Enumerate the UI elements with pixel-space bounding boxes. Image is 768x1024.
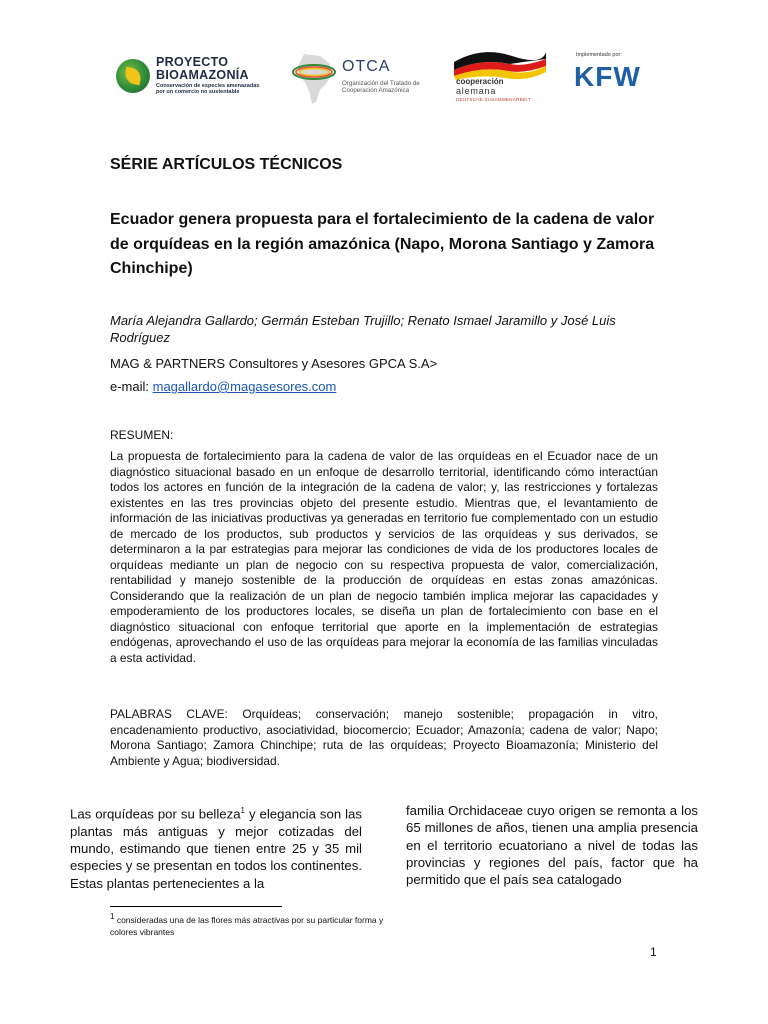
header-logos — [112, 46, 657, 108]
footnote-divider — [110, 906, 282, 907]
otca-logo — [290, 50, 430, 106]
german-flag-swoosh-icon — [452, 48, 548, 80]
body-column-right: familia Orchidaceae cuyo origen se remonta a los 65 millones de años, tienen una amplia presencia en el territorio ecuatoriano a nivel de todas las provincias y regiones del país, factor que ha permitido que el país sea catalogado — [406, 803, 698, 888]
footnote-mark: 1 — [110, 912, 115, 921]
deutsche-zusammenarbeit-label: DEUTSCHE ZUSAMMENARBEIT — [456, 97, 531, 102]
bioamazonia-line2: BIOAMAZONÍA — [156, 68, 249, 82]
body-left-part1: Las orquídeas por su belleza — [70, 806, 241, 822]
bioamazonia-line1: PROYECTO — [156, 55, 229, 69]
email-link[interactable]: magallardo@magasesores.com — [152, 379, 337, 394]
cooperacion-label: cooperación — [456, 77, 504, 86]
bioamazonia-tagline: Conservación de especies amenazadas por un comercio no sustentable — [156, 83, 260, 95]
affiliation: MAG & PARTNERS Consultores y Asesores GPCA S.A> — [110, 356, 438, 371]
kfw-wordmark: KFW — [574, 61, 641, 92]
footnote-text: consideradas una de las flores más atractivas por su particular forma y colores vibrantes — [110, 914, 384, 937]
footnote — [110, 911, 400, 938]
otca-subtitle: Organización del Tratado de Cooperación Amazónica — [342, 80, 420, 94]
kfw-logo — [574, 52, 654, 102]
series-title: SÉRIE ARTÍCULOS TÉCNICOS — [110, 156, 343, 173]
alemana-label: alemana — [456, 86, 497, 96]
body-left-part2: y elegancia son las plantas más antiguas y mejor cotizadas del mundo, estimando que tienen entre 25 y 35 mil especies y se presentan en todos los continentes. Estas plantas pertenecientes a la — [70, 806, 362, 891]
footnote-reference: 1 — [240, 806, 245, 815]
keywords-text: PALABRAS CLAVE: Orquídeas; conservación; manejo sostenible; propagación in vitro, encadenamiento productivo, asociatividad, biocomercio; Ecuador; Amazonía; cadena de valor; Napo; Morona Santiago; Zamora Chinchipe; ruta de las orquídeas; Proyecto Bioamazonía; Ministerio del Ambiente y Agua; biodiversidad. — [110, 707, 658, 768]
authors: María Alejandra Gallardo; Germán Esteban Trujillo; Renato Ismael Jaramillo y José Luis Rodríguez — [110, 313, 616, 345]
otca-name: OTCA — [342, 58, 391, 75]
body-column-left — [70, 802, 362, 892]
cooperacion-alemana-logo — [452, 48, 552, 104]
email-line — [110, 379, 336, 394]
kfw-implemented-by: Implementado por: — [576, 52, 622, 58]
bioamazonia-emblem-icon — [116, 59, 150, 93]
article-title: Ecuador genera propuesta para el fortalecimiento de la cadena de valor de orquídeas en la región amazónica (Napo, Morona Santiago y Zamora Chinchipe) — [110, 211, 655, 277]
bioamazonia-logo — [116, 54, 266, 98]
email-label: e-mail: — [110, 379, 153, 394]
page-number: 1 — [650, 945, 657, 959]
abstract-text: La propuesta de fortalecimiento para la cadena de valor de las orquídeas en el Ecuador nace de un diagnóstico situacional basado en un enfoque de desarrollo territorial, identificando cómo interactúan todos los actores en función de la integración de la cadena de valor; y, las restricciones y fortalezas existentes en las tres provincias objeto del presente estudio. Mientras que, el levantamiento de información de las iniciativas productivas ya generadas en territorio fue complementado con un estudio de mercado de los productos, sub productos y servicios de las orquídeas y sus derivados, se determinaron a la par estrategias para mejorar las condiciones de vida de los productores locales de orquídeas mediante un plan de negocio con su respectiva propuesta de valor, comercialización, rentabilidad y manejo sostenible de la producción de orquídeas en estas zonas amazónicas. Considerando que la realización de un plan de negocio también implica mejorar las capacidades y empoderamiento de los productores locales, se diseña un plan de fortalecimiento con base en el diagnóstico situacional con enfoque territorial que aporte en la implementación de estrategias endógenas, aprovechando el uso de las orquídeas para mejorar la economía de las familias vinculadas a esta actividad. — [110, 449, 658, 665]
resumen-heading: RESUMEN: — [110, 428, 174, 442]
south-america-map-icon — [290, 50, 338, 106]
